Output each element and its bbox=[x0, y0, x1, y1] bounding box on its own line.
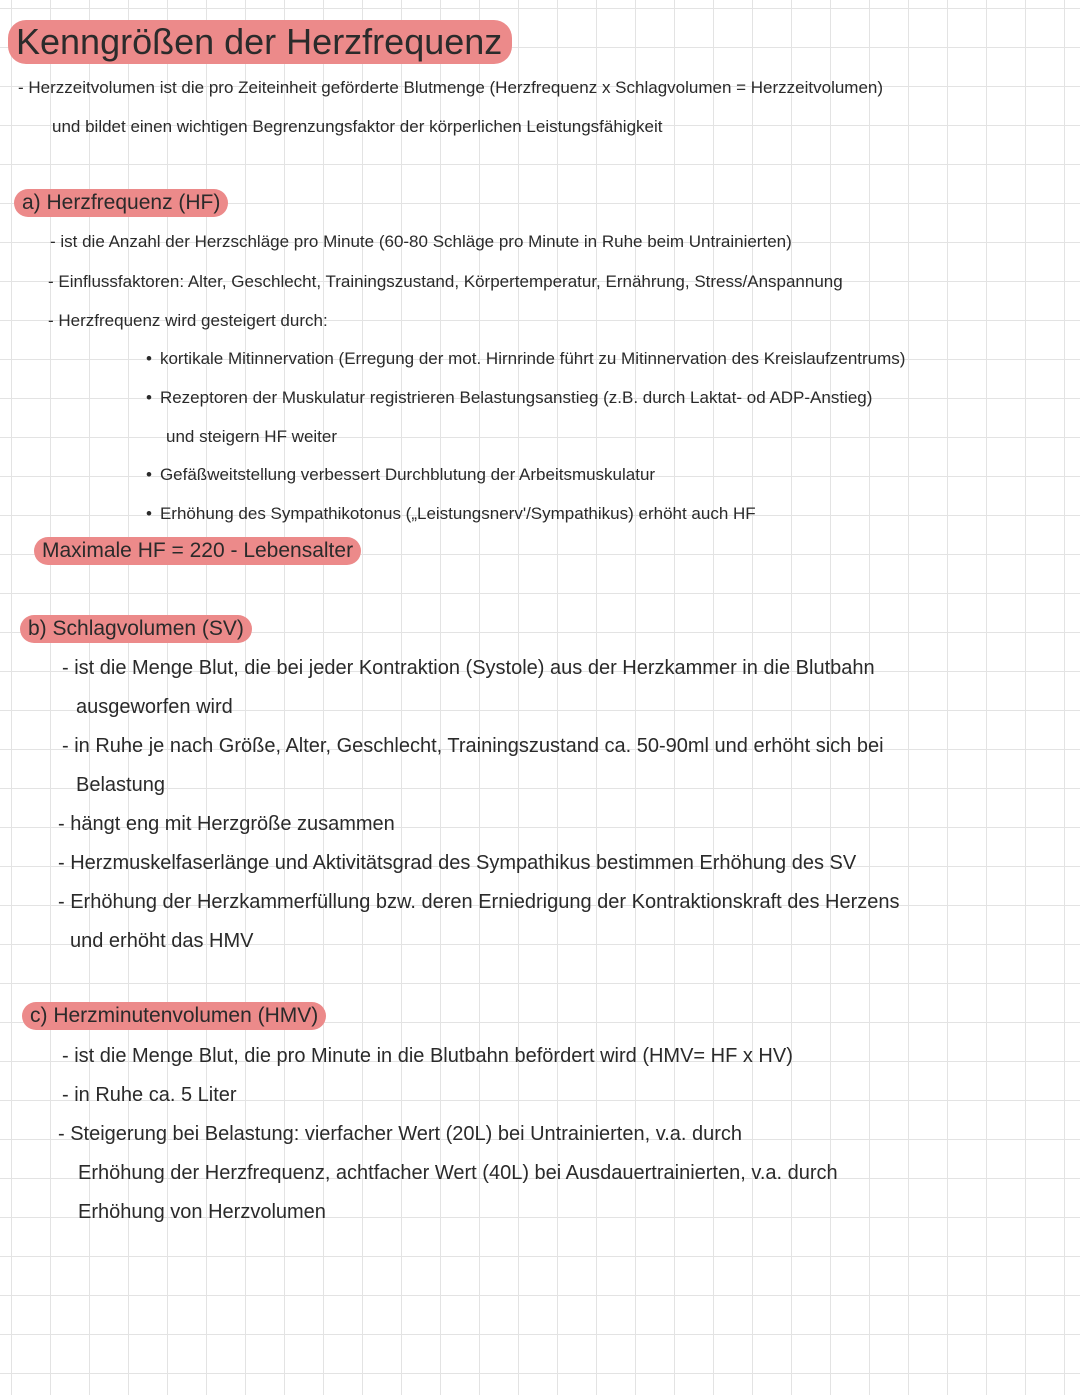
section-b-line: - hängt eng mit Herzgröße zusammen bbox=[58, 813, 395, 835]
section-c-line: Erhöhung der Herzfrequenz, achtfacher Wert (40L) bei Ausdauertrainierten, v.a. durch bbox=[78, 1162, 838, 1184]
section-a-line: - ist die Anzahl der Herzschläge pro Minute (60-80 Schläge pro Minute in Ruhe beim Untrainierten) bbox=[50, 232, 792, 251]
section-b-line: - ist die Menge Blut, die bei jeder Kontraktion (Systole) aus der Herzkammer in die Blutbahn bbox=[62, 657, 875, 679]
section-c-line: - Steigerung bei Belastung: vierfacher Wert (20L) bei Untrainierten, v.a. durch bbox=[58, 1123, 743, 1145]
section-a-bullet: • Rezeptoren der Muskulatur registrieren Belastungsanstieg (z.B. durch Laktat- od ADP-Anstieg) bbox=[146, 384, 872, 412]
section-c-line: - in Ruhe ca. 5 Liter bbox=[62, 1084, 237, 1106]
intro-line-2: und bildet einen wichtigen Begrenzungsfaktor der körperlichen Leistungsfähigkeit bbox=[52, 117, 663, 136]
section-b-line: und erhöht das HMV bbox=[70, 930, 254, 952]
section-a-bullet: • Gefäßweitstellung verbessert Durchblutung der Arbeitsmuskulatur bbox=[146, 461, 655, 489]
intro-line-1: - Herzzeitvolumen ist die pro Zeiteinheit geförderte Blutmenge (Herzfrequenz x Schlagvolumen = Herzzeitvolumen) bbox=[18, 78, 884, 97]
section-c-line: - ist die Menge Blut, die pro Minute in die Blutbahn befördert wird (HMV= HF x HV) bbox=[62, 1045, 793, 1067]
section-b-line: - Erhöhung der Herzkammerfüllung bzw. deren Erniedrigung der Kontraktionskraft des Herzens bbox=[58, 891, 900, 913]
section-b-heading: b) Schlagvolumen (SV) bbox=[20, 615, 252, 643]
section-b-line: - in Ruhe je nach Größe, Alter, Geschlecht, Trainingszustand ca. 50-90ml und erhöht sich bei bbox=[62, 735, 884, 757]
max-hf-highlight: Maximale HF = 220 - Lebensalter bbox=[34, 537, 361, 565]
section-a-bullet: • Erhöhung des Sympathikotonus („Leistungsnerv'/Sympathikus) erhöht auch HF bbox=[146, 500, 756, 528]
section-a-bullet-continuation: und steigern HF weiter bbox=[166, 427, 338, 446]
section-b-line: Belastung bbox=[76, 774, 165, 796]
section-c-line: Erhöhung von Herzvolumen bbox=[78, 1201, 326, 1223]
section-c-heading: c) Herzminutenvolumen (HMV) bbox=[22, 1002, 326, 1030]
section-a-line: - Einflussfaktoren: Alter, Geschlecht, Trainingszustand, Körpertemperatur, Ernährung, Stress/Anspannung bbox=[48, 272, 843, 291]
section-a-heading: a) Herzfrequenz (HF) bbox=[14, 189, 228, 217]
section-b-line: ausgeworfen wird bbox=[76, 696, 233, 718]
section-a-line: - Herzfrequenz wird gesteigert durch: bbox=[48, 311, 328, 330]
section-a-bullet: • kortikale Mitinnervation (Erregung der mot. Hirnrinde führt zu Mitinnervation des Kreislaufzentrums) bbox=[146, 345, 905, 373]
page-title: Kenngrößen der Herzfrequenz bbox=[8, 20, 512, 64]
section-b-line: - Herzmuskelfaserlänge und Aktivitätsgrad des Sympathikus bestimmen Erhöhung des SV bbox=[58, 852, 857, 874]
